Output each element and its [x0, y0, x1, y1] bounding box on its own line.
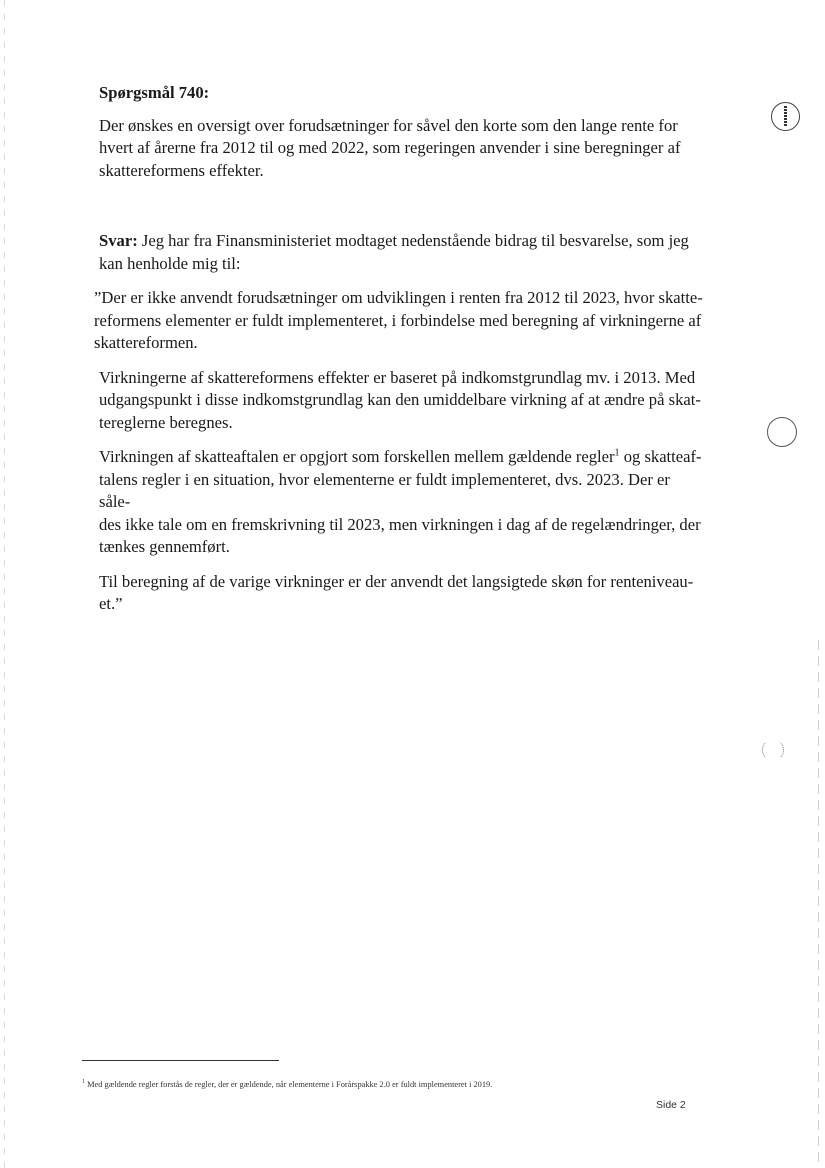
footnote: [82, 1079, 682, 1091]
question-line: Der ønskes en oversigt over forudsætninger for såvel den korte som den lange rente for: [99, 115, 678, 135]
quote-paragraph-1: [94, 287, 705, 355]
question-line: hvert af årerne fra 2012 til og med 2022, som regeringen anvender i sine beregninger af: [99, 138, 681, 157]
paragraph-line: talens regler i en situation, hvor elementerne er fuldt implementeret, dvs. 2023. Der er såle-: [99, 469, 670, 511]
page-number: Side 2: [656, 1099, 686, 1111]
paragraph-line: ”Der er ikke anvendt forudsætninger om udviklingen i renten fra 2012 til 2023, hvor skatte-: [94, 288, 703, 307]
quote-paragraph-4: [99, 571, 705, 616]
paragraph-line: tereglerne beregnes.: [99, 412, 233, 432]
paragraph-line: et.”: [99, 594, 123, 613]
paragraph-line: Virkningen af skatteaftalen er opgjort som forskellen mellem gældende regler: [99, 447, 615, 466]
paragraph-line: og skatteaf-: [619, 447, 702, 466]
document-body: [90, 82, 705, 628]
paragraph-line: skattereformen.: [94, 333, 198, 352]
quote-paragraph-2: [99, 367, 705, 435]
footnote-number: 1: [82, 1079, 85, 1086]
paragraph-line: udgangspunkt i disse indkomstgrundlag kan den umiddelbare virkning af at ændre på skat-: [99, 390, 701, 409]
punch-hole-top: [771, 102, 800, 131]
scan-edge-right: [818, 640, 819, 1168]
paragraph-line: Virkningerne af skattereformens effekter er baseret på indkomstgrundlag mv. i 2013. Med: [99, 367, 696, 387]
question-text: [99, 115, 705, 183]
footnote-text: Med gældende regler forstås de regler, der er gældende, når elementerne i Forårspakke 2.0 er fuldt implementeret i 2019.: [85, 1080, 493, 1089]
quote-paragraph-3: [99, 446, 705, 559]
punch-hole-middle: [767, 417, 797, 447]
question-line: skattereformens effekter.: [99, 160, 264, 180]
punch-hole-bottom: [762, 739, 784, 761]
answer-label: Svar:: [99, 231, 138, 250]
footnote-divider: [82, 1060, 279, 1061]
answer-intro: [99, 230, 705, 275]
paragraph-line: reformens elementer er fuldt implementeret, i forbindelse med beregning af virkningerne af: [94, 310, 702, 330]
paragraph-line: Til beregning af de varige virkninger er der anvendt det langsigtede skøn for renteniveau-: [99, 571, 694, 591]
answer-line: kan henholde mig til:: [99, 253, 241, 273]
answer-line: Jeg har fra Finansministeriet modtaget nedenstående bidrag til besvarelse, som jeg: [137, 231, 689, 250]
footnote-reference: 1: [614, 447, 620, 459]
paragraph-line: des ikke tale om en fremskrivning til 2023, men virkningen i dag af de regelændringer, der: [99, 514, 701, 534]
question-heading: Spørgsmål 740:: [99, 83, 210, 102]
paragraph-line: tænkes gennemført.: [99, 537, 230, 556]
scan-edge-left: [4, 0, 5, 1168]
